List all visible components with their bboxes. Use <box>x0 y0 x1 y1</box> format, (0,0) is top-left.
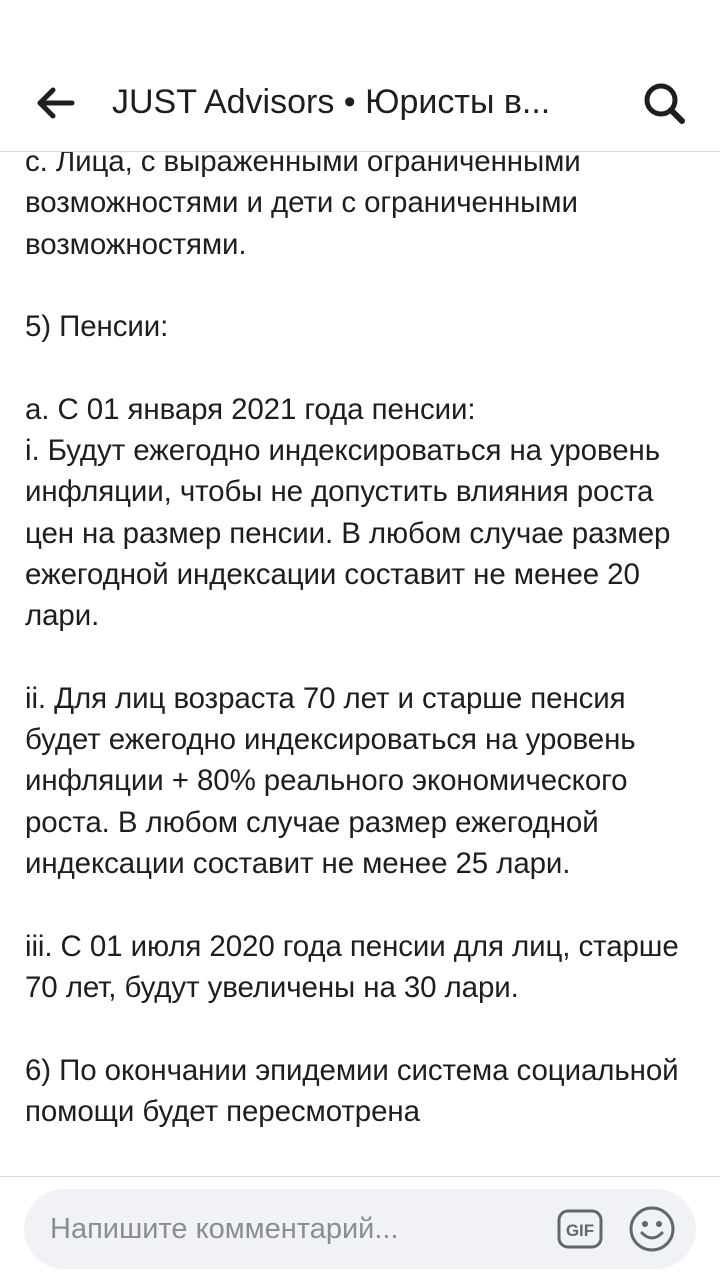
paragraph-gap <box>25 347 697 388</box>
post-content <box>0 152 720 1176</box>
paragraph-gap <box>25 1008 697 1049</box>
comment-placeholder: Напишите комментарий... <box>50 1213 399 1245</box>
post-paragraph: 6) По окончании эпидемии система социальной помощи будет пересмотрена <box>25 1053 679 1128</box>
top-app-bar <box>0 56 720 152</box>
post-text <box>25 152 697 1132</box>
gif-button[interactable] <box>556 1207 604 1251</box>
gif-label: GIF <box>565 1221 595 1240</box>
post-paragraph: a. С 01 января 2021 года пенсии: <box>25 392 476 426</box>
post-paragraph: ii. Для лиц возраста 70 лет и старше пенсия будет ежегодно индексироваться на уровень инфляции + 80% реального экономического роста. В любом случае размер ежегодной индексации составит не менее 25 лари. <box>25 681 636 881</box>
paragraph-gap <box>25 637 697 678</box>
arrow-left-icon <box>24 78 84 128</box>
paragraph-gap <box>25 884 697 925</box>
search-icon <box>636 76 696 132</box>
gif-icon <box>556 1207 604 1251</box>
back-button[interactable] <box>24 78 84 128</box>
post-paragraph: c. Лица, с выраженными ограниченными возможностями и дети с ограниченными возможностями. <box>25 152 581 261</box>
comment-input[interactable] <box>24 1189 696 1269</box>
page-title: JUST Advisors • Юристы в... <box>112 83 551 121</box>
paragraph-gap <box>25 265 697 306</box>
post-paragraph: i. Будут ежегодно индексироваться на уровень инфляции, чтобы не допустить влияния роста цен на размер пенсии. В любом случае размер ежегодной индексации составит не менее 20 лари. <box>25 434 671 633</box>
emoji-button[interactable] <box>628 1205 676 1253</box>
post-paragraph: 5) Пенсии: <box>25 310 169 344</box>
emoji-icon <box>628 1205 676 1253</box>
comment-bar <box>0 1177 720 1280</box>
status-bar <box>0 0 720 56</box>
search-button[interactable] <box>636 76 696 132</box>
post-paragraph: iii. С 01 июля 2020 года пенсии для лиц, старше 70 лет, будут увеличены на 30 лари. <box>25 929 679 1004</box>
